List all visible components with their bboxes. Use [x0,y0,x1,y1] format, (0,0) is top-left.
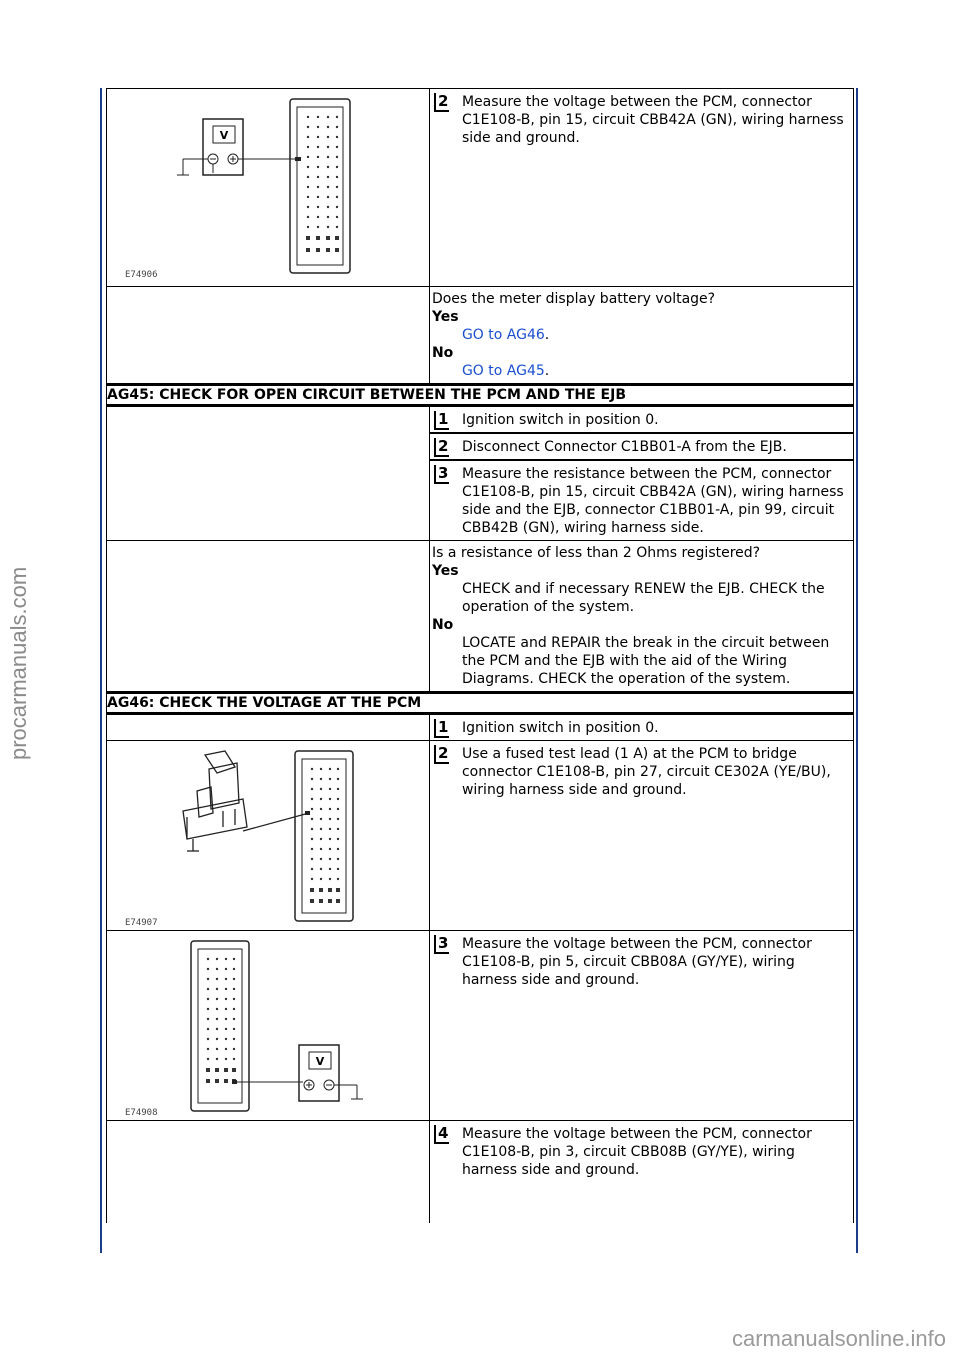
step-2 [430,741,853,802]
voltmeter-label: V [219,129,229,142]
step-number: 2 [434,438,449,457]
table-row [107,406,854,541]
step-number: 2 [434,745,449,764]
step-number: 1 [434,411,449,430]
table-row [107,714,854,741]
yes-action: CHECK and if necessary RENEW the EJB. CHECK the operation of the system. [461,581,825,615]
step-text: Measure the resistance between the PCM, connector C1E108-B, pin 15, circuit CBB42A (GN), wiring harness side and the EJB, connector C1BB01-A, pin 99, circuit CBB42B (GN), wiring harness side. [461,466,844,536]
step-number: 1 [434,719,449,738]
question-text: Does the meter display battery voltage? [431,291,716,307]
step-text: Measure the voltage between the PCM, connector C1E108-B, pin 15, circuit CBB42A (GN), wiring harness side and ground. [461,94,844,146]
step-text: Ignition switch in position 0. [461,720,659,736]
step-1 [430,407,853,434]
step-cell [429,714,853,741]
step-2 [430,89,853,150]
goto-ag45-link[interactable]: GO to AG45 [461,363,545,379]
figure-id: E74908 [124,1108,158,1117]
voltmeter-label: V [315,1055,325,1068]
figure-id: E74907 [124,918,158,927]
no-label: No [431,617,454,633]
yes-label: Yes [431,563,459,579]
yes-label: Yes [431,309,459,325]
left-margin-line [100,88,102,1253]
step-2 [430,434,853,461]
step-number: 3 [434,935,449,954]
step-text: Measure the voltage between the PCM, connector C1E108-B, pin 3, circuit CBB08B (GY/YE), wiring harness side and ground. [461,1126,812,1178]
step-1 [430,715,853,740]
step-number: 4 [434,1125,449,1144]
question-cell [429,541,853,693]
step-text: Use a fused test lead (1 A) at the PCM to bridge connector C1E108-B, pin 27, circuit CE302A (YE/BU), wiring harness side and ground. [461,746,831,798]
step-cell [429,89,853,287]
figure-cell [107,931,430,1121]
figure-id: E74906 [124,270,158,280]
question-cell [429,287,853,385]
diagnostic-table [106,88,854,1223]
table-row [107,385,854,406]
table-row [107,693,854,714]
figure-cell [107,89,430,287]
table-row [107,931,854,1121]
question-text: Is a resistance of less than 2 Ohms registered? [431,545,761,561]
figure-cell [107,741,430,931]
step-3 [430,461,853,540]
section-heading-ag45: AG45: CHECK FOR OPEN CIRCUIT BETWEEN THE PCM AND THE EJB [107,385,854,406]
empty-cell [107,406,430,541]
empty-cell [107,541,430,693]
step-cell [429,741,853,931]
right-margin-line [856,88,858,1253]
steps-cell [429,406,853,541]
empty-cell [107,1121,430,1223]
connector-voltmeter-diagram [113,933,423,1117]
table-row [107,89,854,287]
bottom-watermark: carmanualsonline.info [731,1326,946,1351]
table-row [107,541,854,693]
punctuation: . [544,363,550,379]
step-number: 3 [434,465,449,484]
step-text: Measure the voltage between the PCM, connector C1E108-B, pin 5, circuit CBB08A (GY/YE), wiring harness side and ground. [461,936,812,988]
step-text: Disconnect Connector C1BB01-A from the EJB. [461,439,787,455]
step-cell [429,931,853,1121]
step-number: 2 [434,93,449,112]
side-watermark: procarmanuals.com [6,566,31,760]
step-4 [430,1121,853,1182]
step-3 [430,931,853,992]
goto-ag46-link[interactable]: GO to AG46 [461,327,545,343]
voltmeter-connector-diagram [113,91,423,283]
step-cell [429,1121,853,1223]
empty-cell [107,287,430,385]
empty-cell [107,714,430,741]
section-heading-ag46: AG46: CHECK THE VOLTAGE AT THE PCM [107,693,854,714]
punctuation: . [544,327,550,343]
no-label: No [431,345,454,361]
table-row [107,1121,854,1223]
step-text: Ignition switch in position 0. [461,412,659,428]
fused-lead-connector-diagram [113,743,423,927]
table-row [107,287,854,385]
table-row [107,741,854,931]
no-action: LOCATE and REPAIR the break in the circuit between the PCM and the EJB with the aid of the Wiring Diagrams. CHECK the operation of the system. [461,635,830,687]
